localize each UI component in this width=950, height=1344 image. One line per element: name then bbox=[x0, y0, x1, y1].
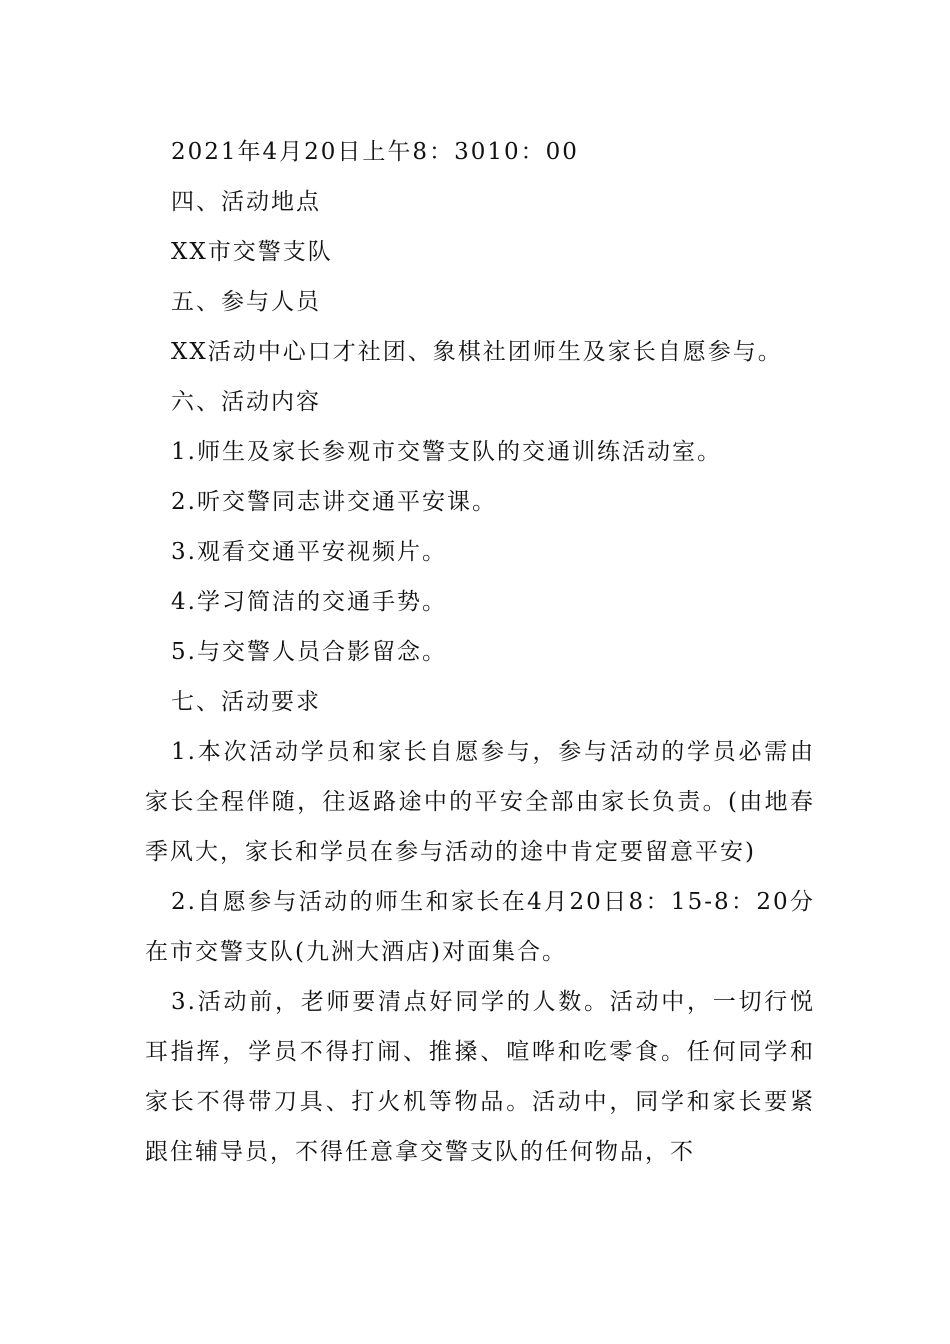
content-item-2: 2.听交警同志讲交通平安课。 bbox=[171, 489, 497, 515]
requirement-paragraph-2: 2.自愿参与活动的师生和家长在4月20日8：15-8：20分在市交警支队(九洲大酒店)对面集合。 bbox=[145, 889, 815, 965]
document-body bbox=[145, 127, 815, 1177]
requirement-paragraph-1: 1.本次活动学员和家长自愿参与，参与活动的学员必需由家长全程伴随，往返路途中的平安全部由家长负责。(由地春季风大，家长和学员在参与活动的途中肯定要留意平安) bbox=[145, 739, 815, 865]
section-heading-content: 六、活动内容 bbox=[171, 389, 321, 415]
section-heading-location: 四、活动地点 bbox=[171, 189, 321, 215]
content-item-3: 3.观看交通平安视频片。 bbox=[171, 539, 447, 565]
event-location: XX市交警支队 bbox=[171, 239, 333, 265]
event-time: 2021年4月20日上午8：3010：00 bbox=[171, 139, 579, 165]
content-item-5: 5.与交警人员合影留念。 bbox=[171, 639, 447, 665]
section-heading-participants: 五、参与人员 bbox=[171, 289, 321, 315]
participants-text: XX活动中心口才社团、象棋社团师生及家长自愿参与。 bbox=[171, 339, 783, 365]
content-item-4: 4.学习简洁的交通手势。 bbox=[171, 589, 447, 615]
section-heading-requirements: 七、活动要求 bbox=[171, 689, 321, 715]
content-item-1: 1.师生及家长参观市交警支队的交通训练活动室。 bbox=[171, 439, 722, 465]
requirement-paragraph-3: 3.活动前，老师要清点好同学的人数。活动中，一切行悦耳指挥，学员不得打闹、推搡、喧哗和吃零食。任何同学和家长不得带刀具、打火机等物品。活动中，同学和家长要紧跟住辅导员，不得任意拿交警支队的任何物品，不 bbox=[145, 989, 815, 1165]
